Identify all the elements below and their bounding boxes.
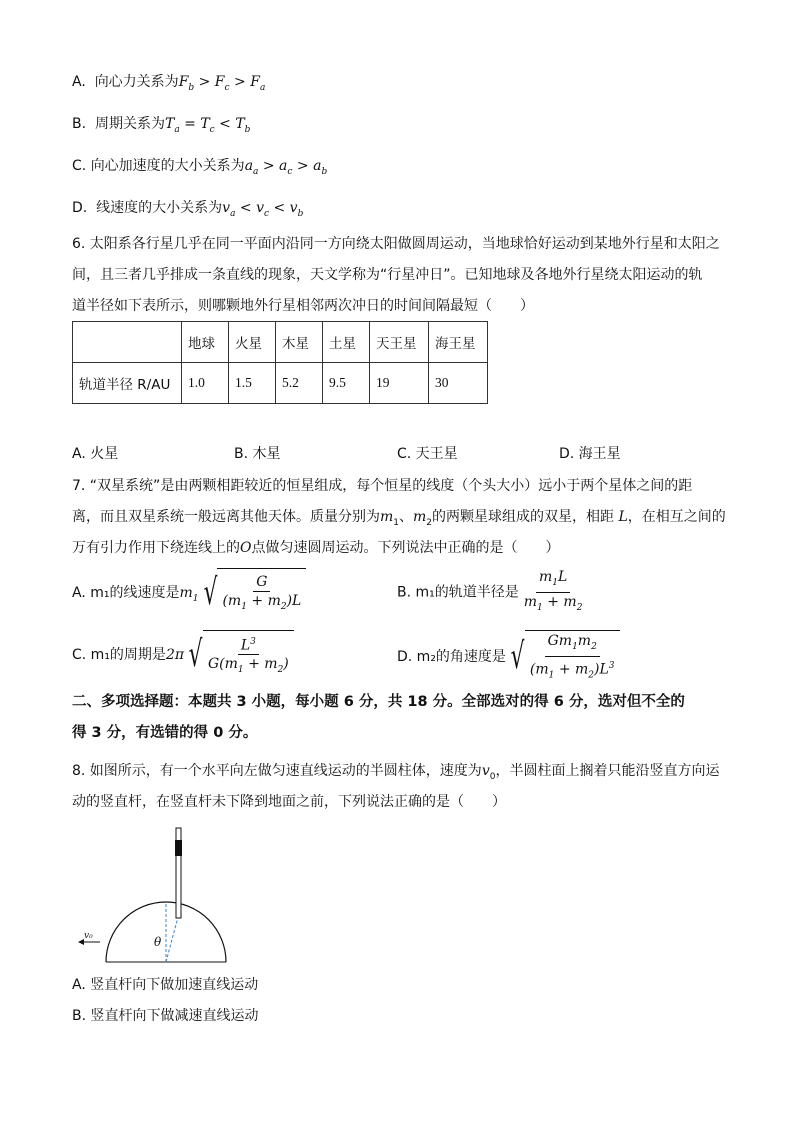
section-heading-line1: 二、多项选择题：本题共 3 小题，每小题 6 分，共 18 分。全部选对的得 6 分，选对但不全的 [72, 694, 685, 710]
q7-option-b: B. m₁的轨道半径是 $\frac{m_1L}{m_1 + m_2}$ [397, 569, 583, 613]
table-header-row [73, 322, 488, 363]
table-header-cell: 天王星 [370, 322, 429, 363]
q5-option-d: D. 线速度的大小关系为$v_a < v_c < v_b$ [72, 200, 304, 219]
table-header-cell: 火星 [229, 322, 276, 363]
q6-option-b: B. 木星 [234, 446, 281, 462]
q5-option-c: C. 向心加速度的大小关系为$a_a > a_c > a_b$ [72, 158, 328, 177]
q6-option-d: D. 海王星 [559, 446, 621, 462]
q7-stem-line3: 万有引力作用下绕连线上的O点做匀速圆周运动。下列说法中正确的是（ ） [72, 540, 560, 556]
table-cell: 30 [429, 363, 488, 404]
q6-option-c: C. 天王星 [397, 446, 458, 462]
q6-option-a: A. 火星 [72, 446, 119, 462]
q5-option-b: B. 周期关系为$T_a = T_c < T_b$ [72, 116, 251, 135]
table-cell: 1.0 [182, 363, 229, 404]
semicylinder-rod-figure [72, 820, 292, 970]
q6-stem-line3: 道半径如下表所示，则哪颗地外行星相邻两次冲日的时间间隔最短（ ） [72, 298, 534, 314]
table-header-cell: 木星 [276, 322, 323, 363]
table-cell: 9.5 [323, 363, 370, 404]
q8-stem-line1: 8. 如图所示，有一个水平向左做匀速直线运动的半圆柱体，速度为$v_0$，半圆柱面上搁着只能沿竖直方向运 [72, 763, 720, 782]
table-cell: 19 [370, 363, 429, 404]
contact-radius [166, 917, 178, 962]
q5-option-a: A. 向心力关系为$F_b > F_c > F_a$ [72, 74, 266, 93]
q7-option-c: C. m₁的周期是2π √ $\frac{L^3}{G(m_1 + m_2)}$ [72, 630, 294, 680]
table-header-cell: 地球 [182, 322, 229, 363]
table-row [73, 363, 488, 404]
q8-option-b: B. 竖直杆向下做减速直线运动 [72, 1008, 259, 1024]
q7-option-a: A. m₁的线速度是$m_1$ √ $\frac{G}{(m_1 + m_2)L}$ [72, 568, 306, 623]
velocity-label: v₀ [84, 931, 93, 941]
table-header-cell: 土星 [323, 322, 370, 363]
q7-option-d: D. m₂的角速度是 √ $\frac{Gm_1m_2}{(m_1 + m_2)L^3}$ [397, 630, 620, 684]
q7-stem-line1: 7. “双星系统”是由两颗相距较近的恒星组成，每个恒星的线度（个头大小）远小于两个星体之间的距 [72, 478, 693, 494]
section-heading-line2: 得 3 分，有选错的得 0 分。 [72, 725, 258, 741]
rod-collar [175, 840, 182, 856]
table-cell: 1.5 [229, 363, 276, 404]
angle-label: θ [154, 935, 162, 949]
q8-option-a: A. 竖直杆向下做加速直线运动 [72, 977, 259, 993]
orbit-radius-table [72, 321, 488, 404]
q7-stem-line2: 离，而且双星系统一般远离其他天体。质量分别为$m_1$、$m_2$的两颗星球组成的双星，相距 L，在相互之间的 [72, 509, 726, 528]
table-header-cell: 海王星 [429, 322, 488, 363]
q6-stem-line2: 间，且三者几乎排成一条直线的现象，天文学称为“行星冲日”。已知地球及各地外行星绕太阳运动的轨 [72, 267, 703, 283]
table-row-label: 轨道半径 R/AU [73, 363, 182, 404]
q6-stem-line1: 6. 太阳系各行星几乎在同一平面内沿同一方向绕太阳做圆周运动，当地球恰好运动到某地外行星和太阳之 [72, 236, 720, 252]
table-cell: 5.2 [276, 363, 323, 404]
q8-stem-line2: 动的竖直杆，在竖直杆未下降到地面之前，下列说法正确的是（ ） [72, 794, 506, 810]
table-header-cell [73, 322, 182, 363]
